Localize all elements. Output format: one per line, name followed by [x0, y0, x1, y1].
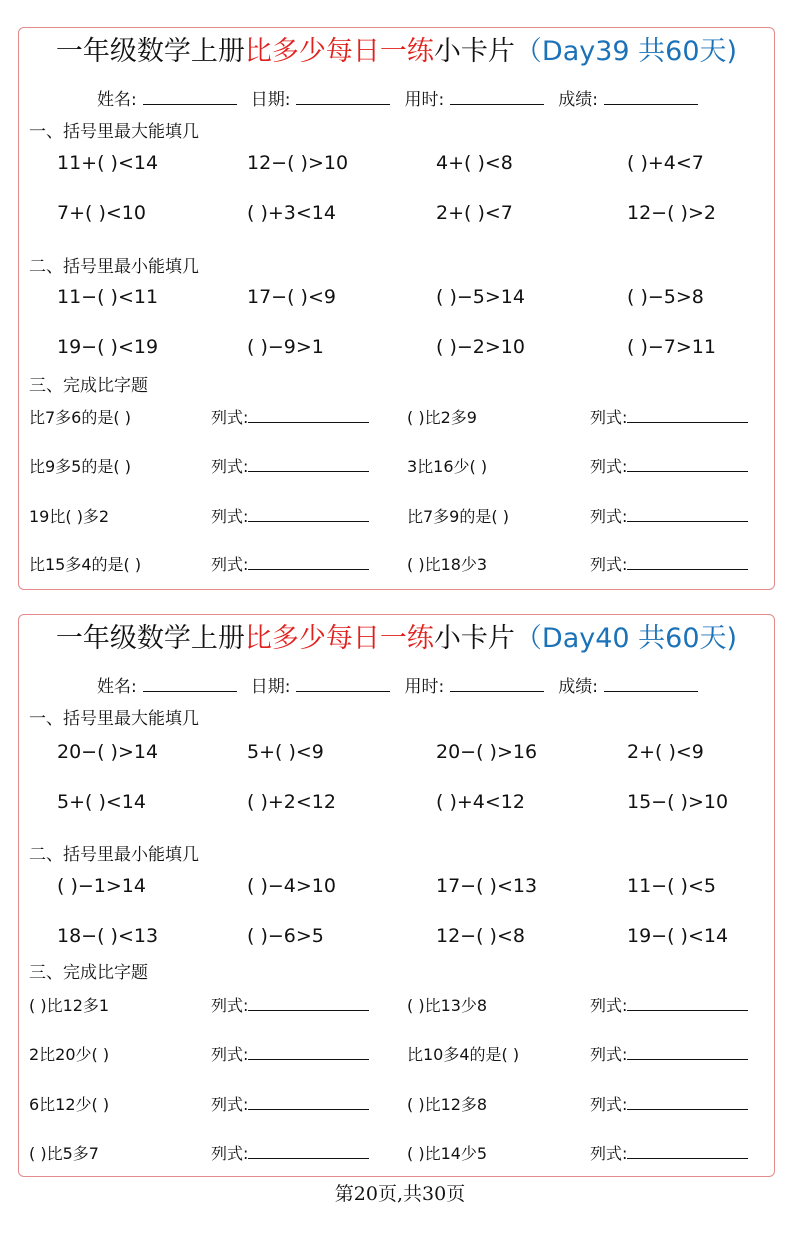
problem-item[interactable]: ( )−4>10 [247, 875, 336, 897]
formula-blank[interactable] [627, 456, 748, 472]
compare-question[interactable]: ( )比5多7 [29, 1144, 99, 1163]
score-blank[interactable] [604, 677, 698, 692]
section-heading-min: 二、括号里最小能填几 [29, 845, 199, 865]
time-blank[interactable] [450, 677, 544, 692]
compare-question[interactable]: 比9多5的是( ) [29, 457, 131, 476]
problem-item[interactable]: 5+( )<14 [57, 791, 146, 813]
compare-question[interactable]: ( )比12多8 [407, 1095, 488, 1114]
formula-field[interactable] [211, 505, 369, 529]
formula-label: 列式: [211, 996, 249, 1015]
formula-blank[interactable] [627, 407, 748, 423]
formula-field[interactable] [211, 455, 369, 479]
date-label: 日期: [250, 677, 291, 697]
problem-item[interactable]: 2+( )<9 [627, 741, 704, 763]
compare-question[interactable]: ( )比18少3 [407, 555, 488, 574]
problem-item[interactable]: 5+( )<9 [247, 741, 324, 763]
problem-item[interactable]: 2+( )<7 [436, 202, 513, 224]
card-title [19, 30, 774, 74]
formula-label: 列式: [590, 1045, 628, 1064]
practice-card-day39 [18, 27, 775, 590]
formula-label: 列式: [590, 408, 628, 427]
title-day: （Day40 共60天) [514, 623, 738, 654]
problem-item[interactable]: 20−( )>14 [57, 741, 159, 763]
problem-item[interactable]: 12−( )>2 [627, 202, 716, 224]
title-card: 小卡片 [433, 623, 515, 654]
formula-field[interactable] [211, 1093, 369, 1117]
problem-item[interactable]: 11−( )<5 [627, 875, 716, 897]
score-blank[interactable] [604, 90, 698, 105]
formula-label: 列式: [590, 555, 628, 574]
name-label: 姓名: [97, 90, 137, 110]
date-label: 日期: [250, 90, 291, 110]
formula-blank[interactable] [248, 1143, 369, 1159]
student-info-row [97, 88, 712, 112]
problem-item[interactable]: ( )−2>10 [436, 336, 525, 358]
compare-question[interactable]: 3比16少( ) [407, 457, 488, 476]
formula-blank[interactable] [248, 1044, 369, 1060]
compare-question[interactable]: ( )比2多9 [407, 408, 477, 427]
formula-label: 列式: [211, 457, 249, 476]
problem-item[interactable]: 19−( )<14 [627, 925, 729, 947]
formula-label: 列式: [590, 507, 628, 526]
problem-item[interactable]: 4+( )<8 [436, 152, 513, 174]
problem-item[interactable]: 11−( )<11 [57, 286, 159, 308]
problem-item[interactable]: ( )−9>1 [247, 336, 324, 358]
formula-label: 列式: [590, 1144, 628, 1163]
date-blank[interactable] [296, 677, 390, 692]
formula-blank[interactable] [248, 1094, 369, 1110]
title-grade: 一年级数学上册 [55, 36, 245, 67]
problem-item[interactable]: 12−( )<8 [436, 925, 525, 947]
formula-blank[interactable] [248, 995, 369, 1011]
formula-field[interactable] [211, 553, 369, 577]
formula-label: 列式: [590, 996, 628, 1015]
formula-field[interactable] [590, 505, 748, 529]
formula-label: 列式: [590, 457, 628, 476]
section-heading-compare: 三、完成比字题 [29, 376, 148, 396]
formula-blank[interactable] [248, 456, 369, 472]
card-title [19, 617, 774, 661]
problem-item[interactable]: 18−( )<13 [57, 925, 159, 947]
time-label: 用时: [404, 90, 445, 110]
formula-field[interactable] [590, 455, 748, 479]
compare-question[interactable]: 比10多4的是( ) [407, 1045, 520, 1064]
formula-blank[interactable] [248, 407, 369, 423]
formula-blank[interactable] [627, 995, 748, 1011]
formula-blank[interactable] [627, 1143, 748, 1159]
formula-field[interactable] [211, 406, 369, 430]
score-label: 成绩: [558, 677, 598, 697]
formula-field[interactable] [590, 553, 748, 577]
problem-item[interactable]: ( )+3<14 [247, 202, 336, 224]
formula-blank[interactable] [627, 554, 748, 570]
name-blank[interactable] [143, 677, 237, 692]
compare-question[interactable]: 19比( )多2 [29, 507, 110, 526]
title-topic: 比多少每日一练 [244, 36, 434, 67]
title-grade: 一年级数学上册 [55, 623, 245, 654]
compare-question[interactable]: ( )比14少5 [407, 1144, 488, 1163]
practice-card-day40 [18, 614, 775, 1177]
date-blank[interactable] [296, 90, 390, 105]
problem-item[interactable]: ( )−7>11 [627, 336, 716, 358]
problem-item[interactable]: ( )−5>8 [627, 286, 704, 308]
compare-question[interactable]: 2比20少( ) [29, 1045, 110, 1064]
title-card: 小卡片 [433, 36, 515, 67]
formula-field[interactable] [590, 994, 748, 1018]
formula-blank[interactable] [627, 1044, 748, 1060]
formula-field[interactable] [590, 1043, 748, 1067]
section-heading-min: 二、括号里最小能填几 [29, 257, 199, 277]
formula-label: 列式: [590, 1095, 628, 1114]
section-heading-compare: 三、完成比字题 [29, 963, 148, 983]
problem-item[interactable]: ( )−6>5 [247, 925, 324, 947]
formula-label: 列式: [211, 408, 249, 427]
problem-item[interactable]: 17−( )<9 [247, 286, 336, 308]
formula-blank[interactable] [627, 1094, 748, 1110]
formula-label: 列式: [211, 555, 249, 574]
problem-item[interactable]: ( )−1>14 [57, 875, 146, 897]
formula-label: 列式: [211, 507, 249, 526]
title-topic: 比多少每日一练 [244, 623, 434, 654]
compare-question[interactable]: ( )比13少8 [407, 996, 488, 1015]
formula-blank[interactable] [248, 506, 369, 522]
name-label: 姓名: [97, 677, 137, 697]
formula-label: 列式: [211, 1045, 249, 1064]
problem-item[interactable]: 7+( )<10 [57, 202, 146, 224]
page-footer: 第20页,共30页 [334, 1183, 466, 1205]
formula-field[interactable] [211, 1043, 369, 1067]
compare-question[interactable]: 比7多6的是( ) [29, 408, 131, 427]
formula-field[interactable] [211, 1142, 369, 1166]
student-info-row [97, 675, 712, 699]
formula-label: 列式: [211, 1095, 249, 1114]
problem-item[interactable]: ( )+4<7 [627, 152, 704, 174]
compare-question[interactable]: 6比12少( ) [29, 1095, 110, 1114]
problem-item[interactable]: 15−( )>10 [627, 791, 729, 813]
formula-blank[interactable] [248, 554, 369, 570]
problem-item[interactable]: 19−( )<19 [57, 336, 159, 358]
section-heading-max: 一、括号里最大能填几 [29, 709, 199, 729]
formula-field[interactable] [590, 1093, 748, 1117]
compare-question[interactable]: 比15多4的是( ) [29, 555, 142, 574]
formula-field[interactable] [590, 1142, 748, 1166]
problem-item[interactable]: 17−( )<13 [436, 875, 538, 897]
problem-item[interactable]: ( )−5>14 [436, 286, 525, 308]
problem-item[interactable]: ( )+4<12 [436, 791, 525, 813]
compare-question[interactable]: ( )比12多1 [29, 996, 110, 1015]
formula-field[interactable] [590, 406, 748, 430]
time-label: 用时: [404, 677, 445, 697]
problem-item[interactable]: 12−( )>10 [247, 152, 349, 174]
problem-item[interactable]: ( )+2<12 [247, 791, 336, 813]
problem-item[interactable]: 11+( )<14 [57, 152, 159, 174]
title-day: （Day39 共60天) [514, 36, 738, 67]
formula-field[interactable] [211, 994, 369, 1018]
score-label: 成绩: [558, 90, 598, 110]
section-heading-max: 一、括号里最大能填几 [29, 122, 199, 142]
compare-question[interactable]: 比7多9的是( ) [407, 507, 509, 526]
time-blank[interactable] [450, 90, 544, 105]
formula-blank[interactable] [627, 506, 748, 522]
formula-label: 列式: [211, 1144, 249, 1163]
name-blank[interactable] [143, 90, 237, 105]
problem-item[interactable]: 20−( )>16 [436, 741, 538, 763]
